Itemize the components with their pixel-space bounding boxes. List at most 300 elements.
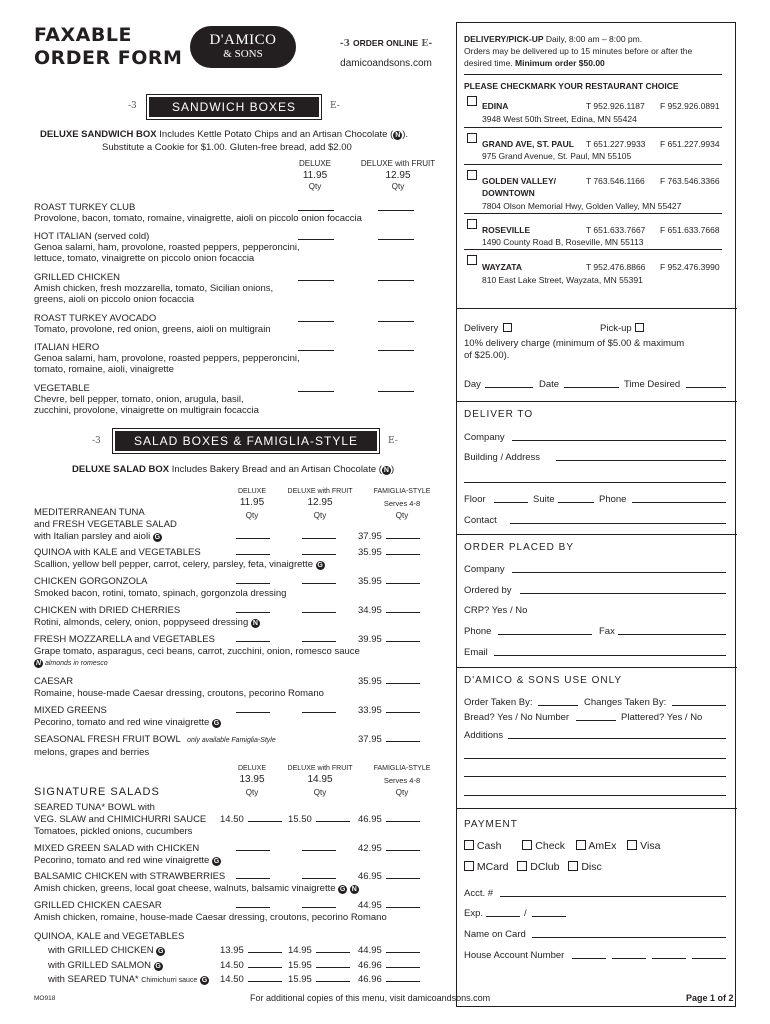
fax-field[interactable] — [618, 634, 726, 635]
quinoa-item — [48, 945, 165, 956]
item-desc: Amish chicken, romaine, house-made Caesar dressing, croutons, pecorino Romano — [34, 912, 387, 923]
amex-label: AmEx — [588, 840, 617, 852]
qty-field[interactable] — [302, 850, 336, 851]
floor-field[interactable] — [494, 502, 528, 503]
restaurant-choice-heading: PLEASE CHECKMARK YOUR RESTAURANT CHOICE — [464, 81, 679, 91]
qty-field[interactable] — [302, 538, 336, 539]
restaurant-phone: T 763.546.1166 — [586, 176, 645, 186]
restaurant-phone: T 952.476.8866 — [586, 262, 646, 272]
deluxe-sandwich-label: DELUXE SANDWICH BOX — [40, 129, 157, 140]
item-desc: zucchini, provolone, vinaigrette on multigrain focaccia — [34, 405, 259, 416]
check-checkbox[interactable] — [522, 840, 532, 850]
signature-item — [34, 900, 387, 924]
qty-field[interactable] — [302, 554, 336, 555]
bread-number-field[interactable] — [576, 720, 616, 721]
sandwich-item — [34, 342, 300, 375]
quinoa-item — [48, 974, 209, 985]
ornament-icon: E- — [330, 101, 340, 111]
qty-field[interactable] — [386, 967, 420, 968]
nut-icon: N — [383, 467, 389, 474]
address-field-2[interactable] — [464, 482, 726, 483]
item-price: 44.95 — [358, 900, 382, 911]
qty-field[interactable] — [378, 210, 414, 211]
mcard-label: MCard — [476, 861, 509, 873]
restaurant-name: GOLDEN VALLEY/ — [482, 176, 556, 186]
order-placed-heading: ORDER PLACED BY — [464, 542, 575, 553]
sandwich-item — [34, 272, 273, 305]
additions-field[interactable] — [464, 758, 726, 759]
qty-label: Qty — [245, 511, 259, 520]
item-name: GRILLED CHICKEN CAESAR — [34, 900, 162, 911]
qty-field[interactable] — [236, 850, 270, 851]
qty-field[interactable] — [316, 967, 350, 968]
salad-item — [34, 734, 276, 759]
company-field[interactable] — [512, 440, 726, 441]
email-field[interactable] — [494, 655, 726, 656]
qty-field[interactable] — [302, 612, 336, 613]
item-price: 34.95 — [358, 605, 382, 616]
deluxe-salad-label: DELUXE SALAD BOX — [72, 464, 170, 475]
qty-field[interactable] — [386, 712, 420, 713]
sig-col-famiglia: FAMIGLIA-STYLE — [373, 765, 431, 772]
qty-label: Qty — [395, 788, 409, 797]
item-note: Chimichurri sauce — [141, 977, 198, 984]
pickup-option[interactable] — [600, 323, 644, 334]
item-name: HOT ITALIAN (served cold) — [34, 231, 150, 242]
deluxe-sandwich-end: ). — [402, 129, 409, 140]
quinoa-item — [48, 960, 163, 971]
qty-field[interactable] — [302, 583, 336, 584]
qty-field[interactable] — [298, 210, 334, 211]
taken-by-field[interactable] — [538, 705, 578, 706]
item-desc: Scallion, yellow bell pepper, carrot, celery, parsley, feta, vinaigrette — [34, 559, 313, 570]
mcard-checkbox[interactable] — [464, 861, 474, 871]
ornament-icon: -3 — [128, 101, 137, 111]
qty-field[interactable] — [236, 538, 270, 539]
deluxe-salad-desc — [72, 464, 394, 475]
suite-label: Suite — [533, 494, 555, 505]
salad-col-deluxe: DELUXE — [237, 488, 266, 495]
item-note: only available Famiglia-Style — [187, 737, 276, 744]
form-title — [34, 24, 182, 70]
qty-field[interactable] — [236, 612, 270, 613]
sandwich-substitute: Substitute a Cookie for $1.00. Gluten-free bread, add $2.00 — [102, 142, 352, 153]
date-label: Date — [539, 379, 560, 390]
company-label: Company — [464, 564, 505, 575]
item-price: 14.50 — [220, 814, 244, 825]
restaurant-checkbox[interactable] — [467, 219, 477, 229]
qty-field[interactable] — [316, 952, 350, 953]
item-name: ROAST TURKEY AVOCADO — [34, 313, 157, 324]
title-line-2: ORDER FORM — [34, 47, 183, 69]
item-name: CAESAR — [34, 676, 74, 687]
almonds-note: almonds in romesco — [44, 660, 108, 667]
qty-field[interactable] — [236, 554, 270, 555]
pickup-checkbox[interactable] — [635, 323, 644, 332]
restaurant-name: WAYZATA — [482, 262, 522, 272]
restaurant-phone: T 952.926.1187 — [586, 101, 645, 111]
sandwich-price-deluxe: 11.95 — [302, 170, 328, 181]
item-desc: Tomato, provolone, red onion, greens, aioli on multigrain — [34, 324, 271, 335]
item-price: 46.95 — [358, 814, 382, 825]
sig-serves: Serves 4-8 — [383, 776, 421, 785]
contact-field[interactable] — [510, 523, 726, 524]
sig-price-deluxe: 13.95 — [239, 774, 265, 785]
ornament-icon: E- — [418, 39, 433, 49]
item-price: 44.95 — [358, 945, 382, 956]
deluxe-sandwich-text: Includes Kettle Potato Chips and an Artisan Chocolate ( — [156, 129, 394, 140]
additions-field[interactable] — [508, 738, 726, 739]
item-name: SEARED TUNA* BOWL with — [34, 802, 155, 813]
house-account-field[interactable] — [572, 958, 606, 959]
gluten-free-icon: G — [213, 858, 220, 865]
gluten-free-icon: G — [158, 948, 164, 955]
salad-item — [34, 605, 260, 629]
qty-field[interactable] — [236, 641, 270, 642]
name-on-card-label: Name on Card — [464, 929, 526, 940]
item-desc: with Italian parsley and aioli — [34, 531, 151, 542]
salad-serves: Serves 4-8 — [383, 499, 421, 508]
qty-field[interactable] — [302, 712, 336, 713]
qty-field[interactable] — [298, 321, 334, 322]
qty-field[interactable] — [386, 612, 420, 613]
expiry-slash: / — [524, 908, 527, 919]
disc-checkbox[interactable] — [568, 861, 578, 871]
item-name: VEG. SLAW and CHIMICHURRI SAUCE — [34, 814, 207, 825]
dclub-checkbox[interactable] — [517, 861, 527, 871]
item-desc: lettuce, tomato, vinaigrette on piccolo onion focaccia — [34, 253, 255, 264]
qty-field[interactable] — [298, 391, 334, 392]
sandwich-item — [34, 313, 271, 335]
disc-label: Disc — [581, 861, 602, 873]
title-line-1: FAXABLE — [34, 24, 132, 46]
page-number: Page 1 of 2 — [686, 993, 734, 1003]
nut-icon: N — [395, 132, 401, 139]
phone-field[interactable] — [632, 502, 726, 503]
payment-heading: PAYMENT — [464, 819, 518, 830]
phone-label: Phone — [464, 626, 492, 637]
brand-logo — [190, 26, 296, 68]
sandwich-banner-text: SANDWICH BOXES — [149, 97, 319, 117]
item-price: 35.95 — [358, 547, 382, 558]
check-label: Check — [535, 840, 566, 852]
item-desc: Amish chicken, fresh mozzarella, tomato, Sicilian onions, — [34, 283, 274, 294]
salad-item — [34, 676, 324, 700]
fax-label: Fax — [599, 626, 615, 637]
qty-field[interactable] — [302, 878, 336, 879]
sandwich-col-deluxe: DELUXE — [298, 159, 331, 168]
delivery-label: DELIVERY/PICK-UP — [464, 34, 544, 44]
signature-item — [34, 871, 359, 895]
qty-field[interactable] — [386, 981, 420, 982]
delivery-option[interactable] — [464, 323, 512, 334]
qty-label: Qty — [313, 511, 327, 520]
item-desc: Rotini, almonds, celery, onion, poppyseed dressing — [34, 617, 249, 628]
item-name: MIXED GREEN SALAD with CHICKEN — [34, 843, 200, 854]
delivery-note: Orders may be delivered up to 15 minutes before or after the — [464, 46, 693, 56]
sandwich-item — [34, 202, 362, 224]
minimum-order: Minimum order $50.00 — [515, 58, 605, 68]
item-price: 15.50 — [288, 814, 312, 825]
payment-options-2 — [464, 861, 602, 873]
item-name: VEGETABLE — [34, 383, 90, 394]
item-price: 35.95 — [358, 576, 382, 587]
item-desc: Chevre, bell pepper, tomato, onion, arugula, basil, — [34, 394, 244, 405]
changes-field[interactable] — [672, 705, 726, 706]
deluxe-sandwich-desc — [40, 129, 408, 140]
qty-label: Qty — [395, 511, 409, 520]
item-name: with GRILLED SALMON — [48, 960, 151, 971]
qty-field[interactable] — [248, 821, 282, 822]
logo-line-2: & SONS — [223, 48, 263, 60]
restaurant-fax: F 651.633.7668 — [660, 225, 720, 235]
item-price: 15.95 — [288, 960, 312, 971]
item-price: 42.95 — [358, 843, 382, 854]
qty-field[interactable] — [386, 878, 420, 879]
item-name: SEASONAL FRESH FRUIT BOWL — [34, 734, 181, 745]
dclub-label: DClub — [530, 861, 560, 873]
item-name: MEDITERRANEAN TUNA — [34, 507, 145, 518]
pickup-text: Pick-up — [600, 323, 632, 334]
expiry-year-field[interactable] — [532, 916, 566, 917]
restaurant-name: EDINA — [482, 101, 509, 111]
item-price: 37.95 — [358, 531, 382, 542]
restaurant-fax: F 952.926.0891 — [660, 101, 720, 111]
restaurant-phone: T 651.633.7667 — [586, 225, 646, 235]
website-link[interactable]: damicoandsons.com — [340, 58, 432, 69]
plattered-label: Plattered? Yes / No — [621, 712, 703, 723]
time-field[interactable] — [686, 387, 726, 388]
item-price: 35.95 — [358, 676, 382, 687]
item-name: ROAST TURKEY CLUB — [34, 202, 136, 213]
house-account-field[interactable] — [692, 958, 726, 959]
restaurant-checkbox[interactable] — [467, 96, 477, 106]
phone-label: Phone — [599, 494, 627, 505]
qty-field[interactable] — [236, 712, 270, 713]
item-price: 15.95 — [288, 974, 312, 985]
item-desc: greens, aioli on piccolo onion focaccia — [34, 294, 195, 305]
item-name: with GRILLED CHICKEN — [48, 945, 154, 956]
email-label: Email — [464, 647, 488, 658]
additions-label: Additions — [464, 730, 504, 741]
gluten-free-icon: G — [154, 534, 161, 541]
item-desc: melons, grapes and berries — [34, 747, 150, 758]
signature-title: SIGNATURE SALADS — [34, 786, 160, 798]
deluxe-salad-end: ) — [390, 464, 395, 475]
restaurant-address: 1490 County Road B, Roseville, MN 55113 — [482, 237, 644, 247]
deluxe-salad-text: Includes Bakery Bread and an Artisan Chocolate ( — [169, 464, 382, 475]
ordered-by-label: Ordered by — [464, 585, 512, 596]
amex-checkbox[interactable] — [576, 840, 586, 850]
address-field[interactable] — [556, 460, 726, 461]
item-name: FRESH MOZZARELLA and VEGETABLES — [34, 634, 215, 645]
deliver-to-heading: DELIVER TO — [464, 409, 534, 420]
qty-field[interactable] — [236, 583, 270, 584]
company-field[interactable] — [512, 572, 726, 573]
item-price: 13.95 — [220, 945, 244, 956]
ornament-icon: E- — [388, 436, 398, 446]
item-desc: Pecorino, tomato and red wine vinaigrette — [34, 717, 210, 728]
salad-price-deluxe: 11.95 — [239, 497, 265, 508]
order-details-panel — [456, 22, 736, 1007]
restaurant-phone: T 651.227.9933 — [586, 139, 646, 149]
qty-field[interactable] — [378, 280, 414, 281]
delivery-text: Delivery — [464, 323, 499, 334]
qty-label: Qty — [245, 788, 259, 797]
address-label: Building / Address — [464, 452, 541, 463]
sig-col-deluxe: DELUXE — [237, 765, 266, 772]
salad-banner — [112, 428, 380, 454]
floor-label: Floor — [464, 494, 486, 505]
company-label: Company — [464, 432, 505, 443]
qty-field[interactable] — [378, 350, 414, 351]
house-account-field[interactable] — [652, 958, 686, 959]
name-on-card-field[interactable] — [532, 937, 726, 938]
item-name: and FRESH VEGETABLE SALAD — [34, 519, 177, 530]
qty-field[interactable] — [386, 821, 420, 822]
item-price: 37.95 — [358, 734, 382, 745]
item-price: 14.50 — [220, 960, 244, 971]
cash-checkbox[interactable] — [464, 840, 474, 850]
qty-field[interactable] — [316, 981, 350, 982]
expiry-label: Exp. — [464, 908, 484, 919]
item-desc: Genoa salami, ham, provolone, roasted peppers, pepperoncini, — [34, 353, 300, 364]
nut-icon: N — [35, 660, 42, 667]
item-price: 46.95 — [358, 871, 382, 882]
qty-field[interactable] — [378, 321, 414, 322]
delivery-checkbox[interactable] — [503, 323, 512, 332]
item-price: 33.95 — [358, 705, 382, 716]
restaurant-address: 975 Grand Avenue, St. Paul, MN 55105 — [482, 151, 632, 161]
sandwich-item — [34, 231, 300, 264]
expiry-month-field[interactable] — [486, 916, 520, 917]
qty-field[interactable] — [386, 907, 420, 908]
ordered-by-field[interactable] — [520, 593, 726, 594]
additions-field[interactable] — [464, 795, 726, 796]
delivery-note: desired time. — [464, 58, 516, 68]
restaurant-address: 3948 West 50th Street, Edina, MN 55424 — [482, 114, 637, 124]
restaurant-checkbox[interactable] — [467, 255, 477, 265]
item-desc: Smoked bacon, rotini, tomato, spinach, gorgonzola dressing — [34, 588, 287, 599]
qty-field[interactable] — [386, 538, 420, 539]
salad-price-fruit: 12.95 — [307, 497, 333, 508]
qty-field[interactable] — [298, 350, 334, 351]
item-name: MIXED GREENS — [34, 705, 107, 716]
qty-field[interactable] — [386, 850, 420, 851]
nut-icon: N — [252, 620, 258, 627]
delivery-charge: 10% delivery charge (minimum of $5.00 & maximum — [464, 338, 685, 349]
day-field[interactable] — [485, 387, 533, 388]
house-account-field[interactable] — [612, 958, 646, 959]
cash-label: Cash — [476, 840, 502, 852]
item-name: CHICKEN GORGONZOLA — [34, 576, 148, 587]
restaurant-checkbox[interactable] — [467, 133, 477, 143]
payment-options — [464, 840, 660, 852]
item-name: QUINOA with KALE and VEGETABLES — [34, 547, 201, 558]
visa-checkbox[interactable] — [627, 840, 637, 850]
item-desc: Tomatoes, pickled onions, cucumbers — [34, 826, 193, 837]
bread-label: Bread? Yes / No Number — [464, 712, 570, 723]
date-field[interactable] — [564, 387, 619, 388]
qty-field[interactable] — [386, 583, 420, 584]
qty-field[interactable] — [248, 952, 282, 953]
qty-field[interactable] — [386, 952, 420, 953]
qty-field[interactable] — [236, 878, 270, 879]
restaurant-name: DOWNTOWN — [482, 188, 535, 198]
item-desc: Provolone, bacon, tomato, romaine, vinaigrette, aioli on piccolo onion focaccia — [34, 213, 362, 224]
visa-label: Visa — [640, 840, 661, 852]
sig-price-fruit: 14.95 — [307, 774, 333, 785]
suite-field[interactable] — [558, 502, 594, 503]
restaurant-name: GRAND AVE, ST. PAUL — [482, 139, 574, 149]
qty-field[interactable] — [236, 907, 270, 908]
account-field[interactable] — [500, 896, 726, 897]
delivery-charge: of $25.00). — [464, 350, 510, 361]
signature-item — [34, 843, 221, 867]
qty-field[interactable] — [302, 907, 336, 908]
crp-label: CRP? Yes / No — [464, 605, 528, 616]
qty-field[interactable] — [316, 821, 350, 822]
account-label: Acct. # — [464, 888, 494, 899]
sandwich-col-fruit: DELUXE with FRUIT — [360, 159, 436, 168]
nut-icon: N — [351, 886, 357, 893]
order-online-text: ORDER ONLINE — [353, 38, 419, 48]
qty-field[interactable] — [386, 683, 420, 684]
ornament-icon: -3 — [92, 436, 101, 446]
quinoa-heading: QUINOA, KALE and VEGETABLES — [34, 931, 185, 942]
time-label: Time Desired — [624, 379, 681, 390]
restaurant-name: ROSEVILLE — [482, 225, 531, 235]
changes-label: Changes Taken By: — [584, 697, 667, 708]
salad-item — [34, 576, 286, 600]
salad-item — [34, 705, 221, 729]
restaurant-checkbox[interactable] — [467, 170, 477, 180]
gluten-free-icon: G — [339, 886, 346, 893]
qty-field[interactable] — [378, 239, 414, 240]
salad-col-famiglia: FAMIGLIA-STYLE — [373, 488, 431, 495]
qty-field[interactable] — [386, 641, 420, 642]
house-account-label: House Account Number — [464, 950, 565, 961]
item-name: BALSAMIC CHICKEN with STRAWBERRIES — [34, 871, 226, 882]
qty-field[interactable] — [386, 741, 420, 742]
salad-banner-text: SALAD BOXES & FAMIGLIA-STYLE — [115, 431, 377, 451]
restaurant-fax: F 651.227.9934 — [660, 139, 720, 149]
delivery-hours: Daily, 8:00 am – 8:00 pm. — [543, 34, 643, 44]
qty-field[interactable] — [378, 391, 414, 392]
qty-field[interactable] — [298, 239, 334, 240]
salad-item — [34, 547, 325, 571]
qty-label: Qty — [313, 788, 327, 797]
restaurant-address: 810 East Lake Street, Wayzata, MN 55391 — [482, 275, 643, 285]
item-price: 39.95 — [358, 634, 382, 645]
footer-text: For additional copies of this menu, visit damicoandsons.com — [250, 993, 491, 1003]
qty-field[interactable] — [248, 967, 282, 968]
restaurant-address: 7804 Olson Memorial Hwy, Golden Valley, MN 55427 — [482, 201, 682, 211]
sig-col-fruit: DELUXE with FRUIT — [287, 765, 353, 772]
item-desc: Amish chicken, greens, local goat cheese, walnuts, balsamic vinaigrette — [34, 883, 336, 894]
phone-field[interactable] — [498, 634, 592, 635]
taken-by-label: Order Taken By: — [464, 697, 533, 708]
qty-field[interactable] — [298, 280, 334, 281]
qty-field[interactable] — [248, 981, 282, 982]
ornament-icon: -3 — [339, 39, 354, 49]
qty-field[interactable] — [302, 641, 336, 642]
qty-field[interactable] — [386, 554, 420, 555]
salad-col-fruit: DELUXE with FRUIT — [287, 488, 353, 495]
qty-label: Qty — [308, 182, 322, 191]
additions-field[interactable] — [464, 776, 726, 777]
gluten-free-icon: G — [213, 720, 220, 727]
